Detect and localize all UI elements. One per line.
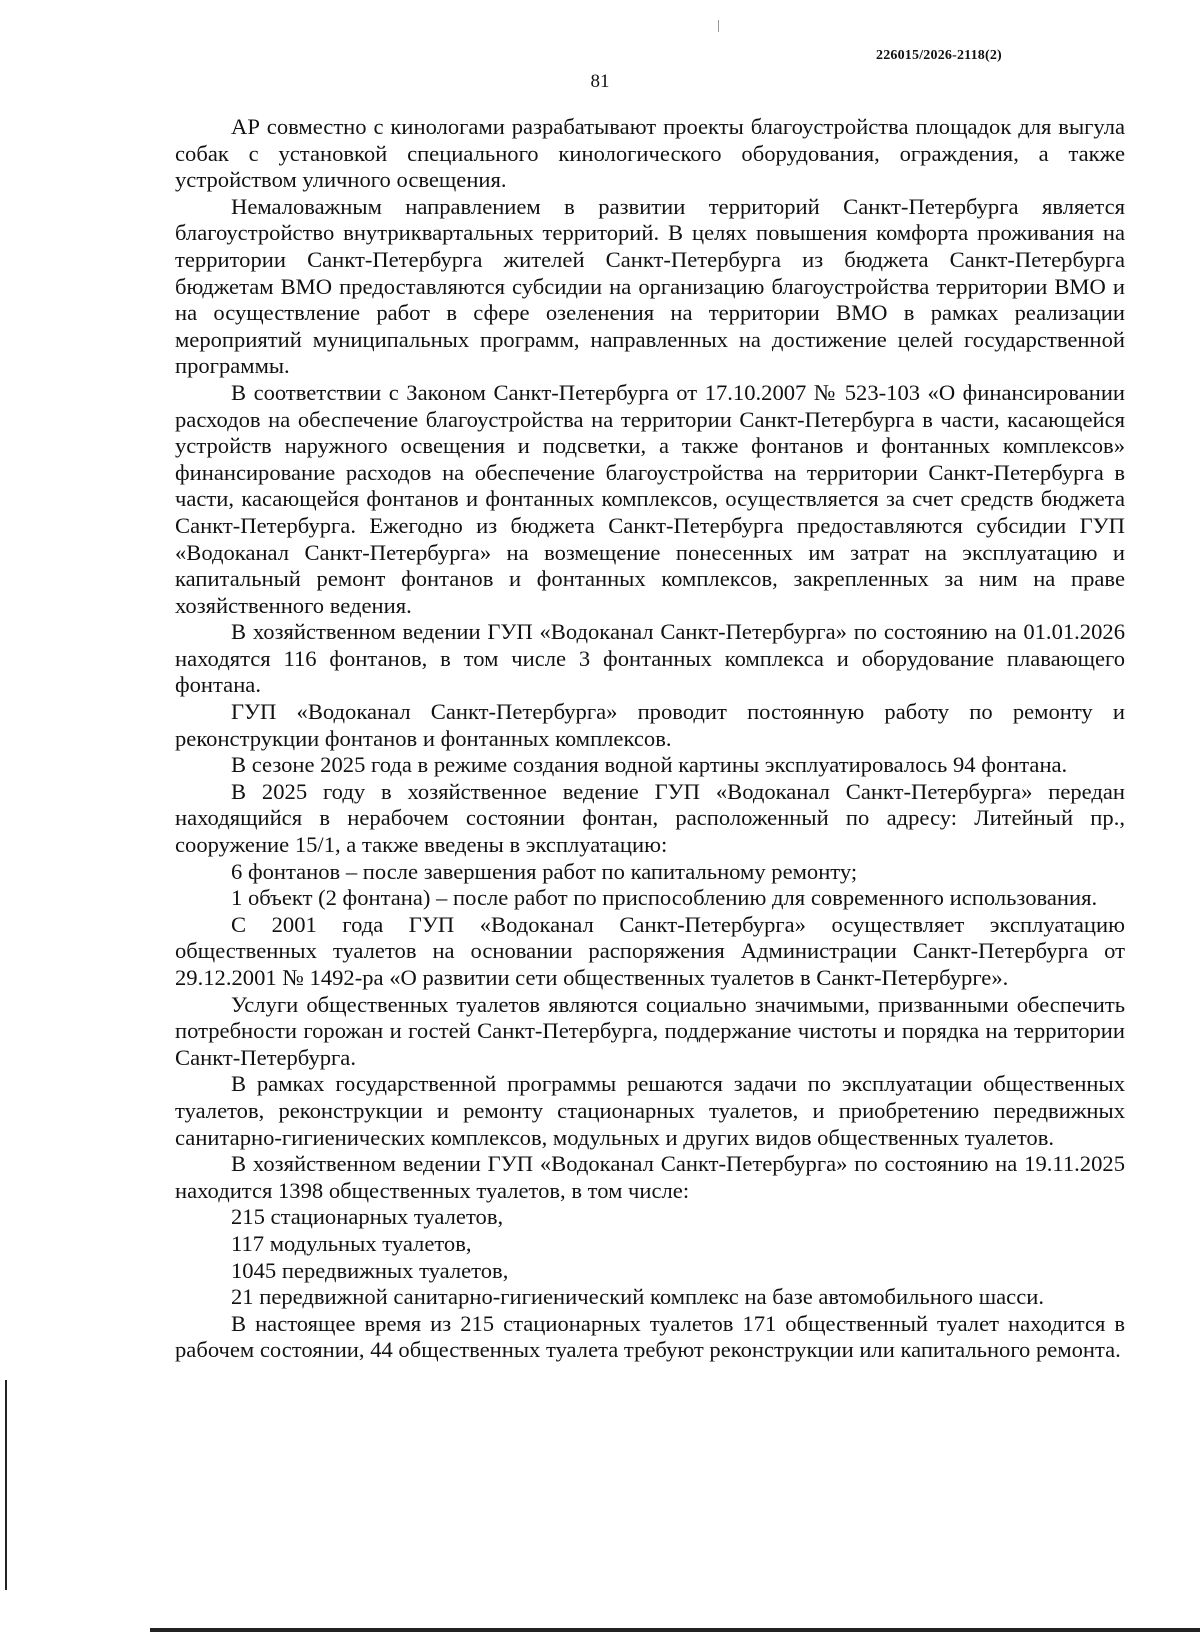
scan-bottom-edge xyxy=(150,1628,1200,1632)
list-item: 21 передвижной санитарно-гигиенический комплекс на базе автомобильного шасси. xyxy=(231,1284,1044,1310)
paragraph: В хозяйственном ведении ГУП «Водоканал Санкт-Петербурга» по состоянию на 19.11.2025 находится 1398 общественных туалетов, в том числе: xyxy=(175,1151,1125,1203)
paragraph: В настоящее время из 215 стационарных туалетов 171 общественный туалет находится в рабочем состоянии, 44 общественных туалета требуют реконструкции или капитального ремонта. xyxy=(175,1310,1125,1363)
list-item: 1045 передвижных туалетов, xyxy=(231,1257,509,1283)
paragraph: С 2001 года ГУП «Водоканал Санкт-Петербурга» осуществляет эксплуатацию общественных туалетов на основании распоряжения Администрации Санкт-Петербурга от 29.12.2001 № 1492-ра «О развитии сети общественных туалетов в Санкт-Петербурге». xyxy=(175,911,1125,990)
document-code: 226015/2026-2118(2) xyxy=(876,48,1002,63)
paragraph: В соответствии с Законом Санкт-Петербурга от 17.10.2007 № 523-103 «О финансировании расходов на обеспечение благоустройства на территории Санкт-Петербурга в части, касающейся устройств наружного освещения и подсветки, а также фонтанов и фонтанных комплексов» финансирование расходов на обеспечение благоустройства на территории Санкт-Петербурга в части, касающейся фонтанов и фонтанных комплексов, осуществляется за счет средств бюджета Санкт-Петербурга. Ежегодно из бюджета Санкт-Петербурга предоставляются субсидии ГУП «Водоканал Санкт-Петербурга» на возмещение понесенных им затрат на эксплуатацию и капитальный ремонт фонтанов и фонтанных комплексов, закрепленных за ним на праве хозяйственного ведения. xyxy=(175,379,1125,618)
paragraph: Услуги общественных туалетов являются социально значимыми, призванными обеспечить потребности горожан и гостей Санкт-Петербурга, поддержание чистоты и порядка на территории Санкт-Петербурга. xyxy=(175,991,1125,1070)
scan-artifact xyxy=(718,20,719,32)
scan-edge-line xyxy=(5,1380,7,1590)
paragraph: В 2025 году в хозяйственное ведение ГУП «Водоканал Санкт-Петербурга» передан находящийся в нерабочем состоянии фонтан, расположенный по адресу: Литейный пр., сооружение 15/1, а также введены в эксплуатацию: xyxy=(175,778,1125,858)
list-item: 1 объект (2 фонтана) – после работ по приспособлению для современного использования. xyxy=(231,885,1098,911)
list-item: 215 стационарных туалетов, xyxy=(231,1204,504,1230)
document-body xyxy=(175,114,1125,1364)
paragraph: ГУП «Водоканал Санкт-Петербурга» проводит постоянную работу по ремонту и реконструкции фонтанов и фонтанных комплексов. xyxy=(175,699,1125,751)
list-item: 117 модульных туалетов, xyxy=(231,1230,472,1256)
page-number: 81 xyxy=(590,71,610,92)
paragraph: В хозяйственном ведении ГУП «Водоканал Санкт-Петербурга» по состоянию на 01.01.2026 находятся 116 фонтанов, в том числе 3 фонтанных комплекса и оборудование плавающего фонтана. xyxy=(175,619,1125,698)
list-item: 6 фонтанов – после завершения работ по капитальному ремонту; xyxy=(231,858,858,884)
paragraph: АР совместно с кинологами разрабатывают проекты благоустройства площадок для выгула собак с установкой специального кинологического оборудования, ограждения, а также устройством уличного освещения. xyxy=(175,114,1125,193)
paragraph: Немаловажным направлением в развитии территорий Санкт-Петербурга является благоустройство внутриквартальных территорий. В целях повышения комфорта проживания на территории Санкт-Петербурга жителей Санкт-Петербурга из бюджета Санкт-Петербурга бюджетам ВМО предоставляются субсидии на организацию благоустройства территории ВМО и на осуществление работ в сфере озеленения на территории ВМО в рамках реализации мероприятий муниципальных программ, направленных на достижение целей государственной программы. xyxy=(175,193,1125,379)
paragraph: В рамках государственной программы решаются задачи по эксплуатации общественных туалетов, реконструкции и ремонту стационарных туалетов, и приобретению передвижных санитарно-гигиенических комплексов, модульных и других видов общественных туалетов. xyxy=(175,1071,1125,1150)
paragraph: В сезоне 2025 года в режиме создания водной картины эксплуатировалось 94 фонтана. xyxy=(231,752,1068,778)
